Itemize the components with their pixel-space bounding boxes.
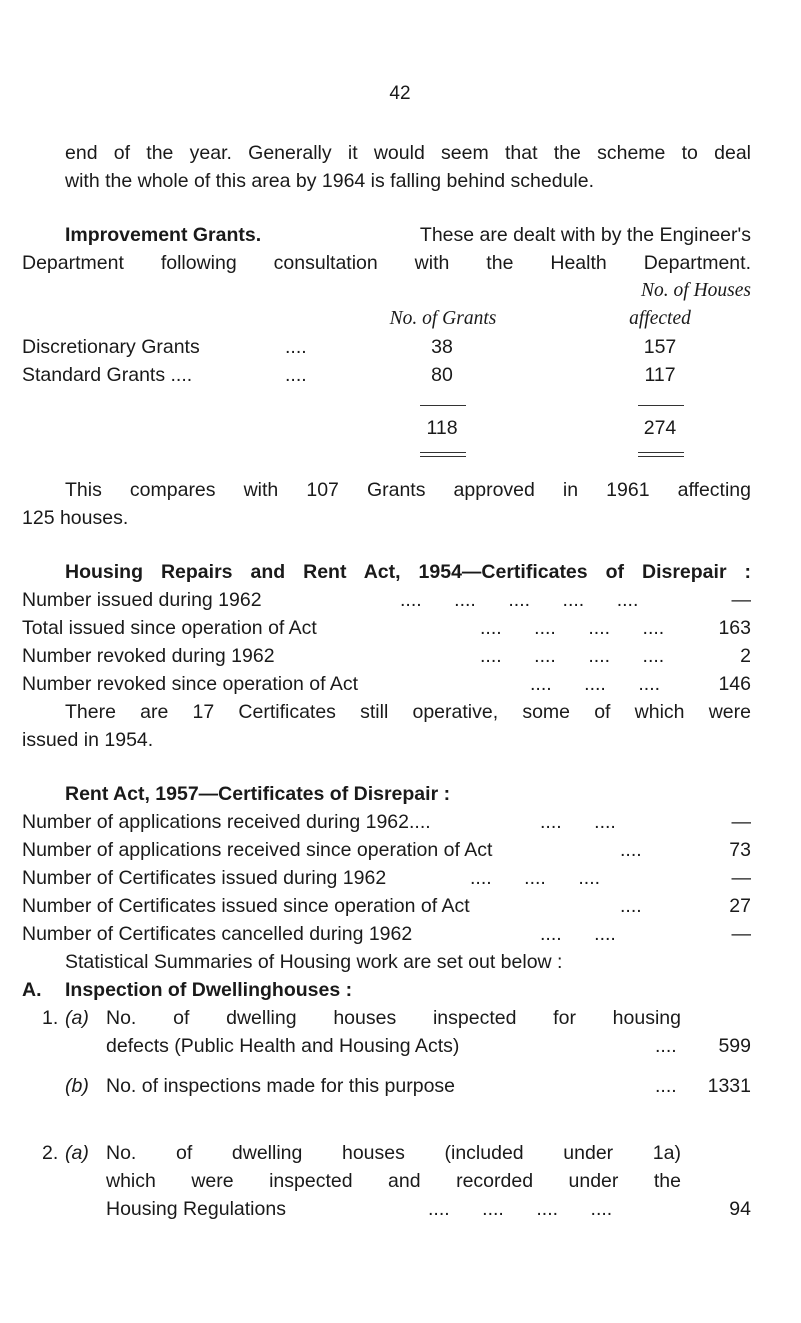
grant-row-label: Standard Grants .... bbox=[22, 364, 193, 386]
item-1b-dots: .... bbox=[655, 1075, 677, 1097]
rent-row-value: 73 bbox=[729, 839, 751, 861]
rent-act-heading: Rent Act, 1957—Certificates of Disrepair : bbox=[65, 783, 451, 805]
col-header-grants: No. of Grants bbox=[389, 308, 497, 329]
double-rule bbox=[638, 452, 684, 453]
rent-row-label: Number of Certificates issued since operation of Act bbox=[22, 895, 470, 917]
item-2-number: 2. bbox=[42, 1142, 59, 1164]
rent-row-label: Number of Certificates issued during 1962 bbox=[22, 867, 387, 889]
rent-summary: Statistical Summaries of Housing work are set out below : bbox=[65, 951, 563, 973]
rent-row-label: Number of applications received since operation of Act bbox=[22, 839, 493, 861]
repairs-row-dots: .... .... .... .... bbox=[480, 645, 665, 667]
rent-row-dots: .... .... bbox=[540, 811, 616, 833]
compare-line-2: 125 houses. bbox=[22, 507, 129, 529]
rent-row-value: — bbox=[731, 867, 751, 889]
col-header-houses-2: affected bbox=[629, 308, 691, 329]
rent-row-label: Number of Certificates cancelled during 1962 bbox=[22, 923, 413, 945]
intro-line-2: with the whole of this area by 1964 is falling behind schedule. bbox=[65, 170, 595, 192]
item-2a-value: 94 bbox=[729, 1198, 751, 1220]
improvement-line-1 bbox=[65, 223, 751, 247]
item-2a-line-3: Housing Regulations bbox=[106, 1198, 286, 1220]
section-a-heading: Inspection of Dwellinghouses : bbox=[65, 979, 353, 1001]
item-2a-line-1: No. of dwelling houses (included under 1a) bbox=[106, 1142, 681, 1164]
item-2a-marker: (a) bbox=[65, 1142, 89, 1164]
rent-row-dots: .... bbox=[620, 839, 642, 861]
page-number: 42 bbox=[389, 83, 411, 104]
repairs-row-value: — bbox=[731, 589, 751, 611]
improvement-text-2: Department following consultation with the Health Department. bbox=[22, 252, 751, 274]
grant-row-dots: .... bbox=[285, 336, 307, 358]
item-1b-marker: (b) bbox=[65, 1075, 89, 1097]
rent-row-dots: .... .... bbox=[540, 923, 616, 945]
improvement-text-1: These are dealt with by the Engineer's bbox=[419, 224, 751, 246]
item-1b-line-1: No. of inspections made for this purpose bbox=[106, 1075, 456, 1097]
repairs-note-1: There are 17 Certificates still operative, some of which were bbox=[65, 701, 751, 723]
rent-row-label: Number of applications received during 1962.... bbox=[22, 811, 431, 833]
item-1a-value: 599 bbox=[718, 1035, 751, 1057]
repairs-note-2: issued in 1954. bbox=[22, 729, 154, 751]
intro-line-1: end of the year. Generally it would seem that the scheme to deal bbox=[65, 142, 751, 164]
rent-row-dots: .... .... .... bbox=[470, 867, 601, 889]
grant-row-label: Discretionary Grants bbox=[22, 336, 200, 358]
repairs-row-dots: .... .... .... .... .... bbox=[400, 589, 639, 611]
total-grants: 118 bbox=[426, 417, 458, 439]
item-1a-line-2: defects (Public Health and Housing Acts) bbox=[106, 1035, 460, 1057]
double-rule bbox=[638, 456, 684, 457]
repairs-row-label: Number revoked since operation of Act bbox=[22, 673, 359, 695]
improvement-heading: Improvement Grants. bbox=[65, 224, 262, 246]
item-1-number: 1. bbox=[42, 1007, 59, 1029]
grant-row-grants: 80 bbox=[431, 364, 453, 386]
double-rule bbox=[420, 456, 466, 457]
rent-row-value: 27 bbox=[729, 895, 751, 917]
repairs-row-dots: .... .... .... .... bbox=[480, 617, 665, 639]
compare-line-1: This compares with 107 Grants approved in 1961 affecting bbox=[65, 479, 751, 501]
item-1a-marker: (a) bbox=[65, 1007, 89, 1029]
item-1a-line-1: No. of dwelling houses inspected for housing bbox=[106, 1007, 681, 1029]
repairs-row-label: Number issued during 1962 bbox=[22, 589, 262, 611]
double-rule bbox=[420, 452, 466, 453]
total-rule bbox=[420, 405, 466, 406]
repairs-row-dots: .... .... .... bbox=[530, 673, 661, 695]
rent-row-dots: .... bbox=[620, 895, 642, 917]
repairs-row-value: 146 bbox=[718, 673, 751, 695]
item-1a-dots: .... bbox=[655, 1035, 677, 1057]
housing-repairs-heading: Housing Repairs and Rent Act, 1954—Certificates of Disrepair : bbox=[65, 561, 751, 583]
item-1b-value: 1331 bbox=[707, 1075, 751, 1097]
item-2a-dots: .... .... .... .... bbox=[428, 1198, 613, 1220]
repairs-row-label: Total issued since operation of Act bbox=[22, 617, 317, 639]
repairs-row-value: 163 bbox=[718, 617, 751, 639]
repairs-row-label: Number revoked during 1962 bbox=[22, 645, 275, 667]
total-houses: 274 bbox=[643, 417, 677, 439]
repairs-row-value: 2 bbox=[740, 645, 751, 667]
item-2a-line-2: which were inspected and recorded under the bbox=[106, 1170, 681, 1192]
rent-row-value: — bbox=[731, 811, 751, 833]
col-header-houses-1: No. of Houses bbox=[641, 280, 751, 301]
grant-row-houses: 117 bbox=[644, 364, 676, 386]
grant-row-houses: 157 bbox=[643, 336, 677, 358]
total-rule bbox=[638, 405, 684, 406]
rent-row-value: — bbox=[731, 923, 751, 945]
grant-row-dots: .... bbox=[285, 364, 307, 386]
section-a-letter: A. bbox=[22, 979, 42, 1001]
grant-row-grants: 38 bbox=[431, 336, 453, 358]
